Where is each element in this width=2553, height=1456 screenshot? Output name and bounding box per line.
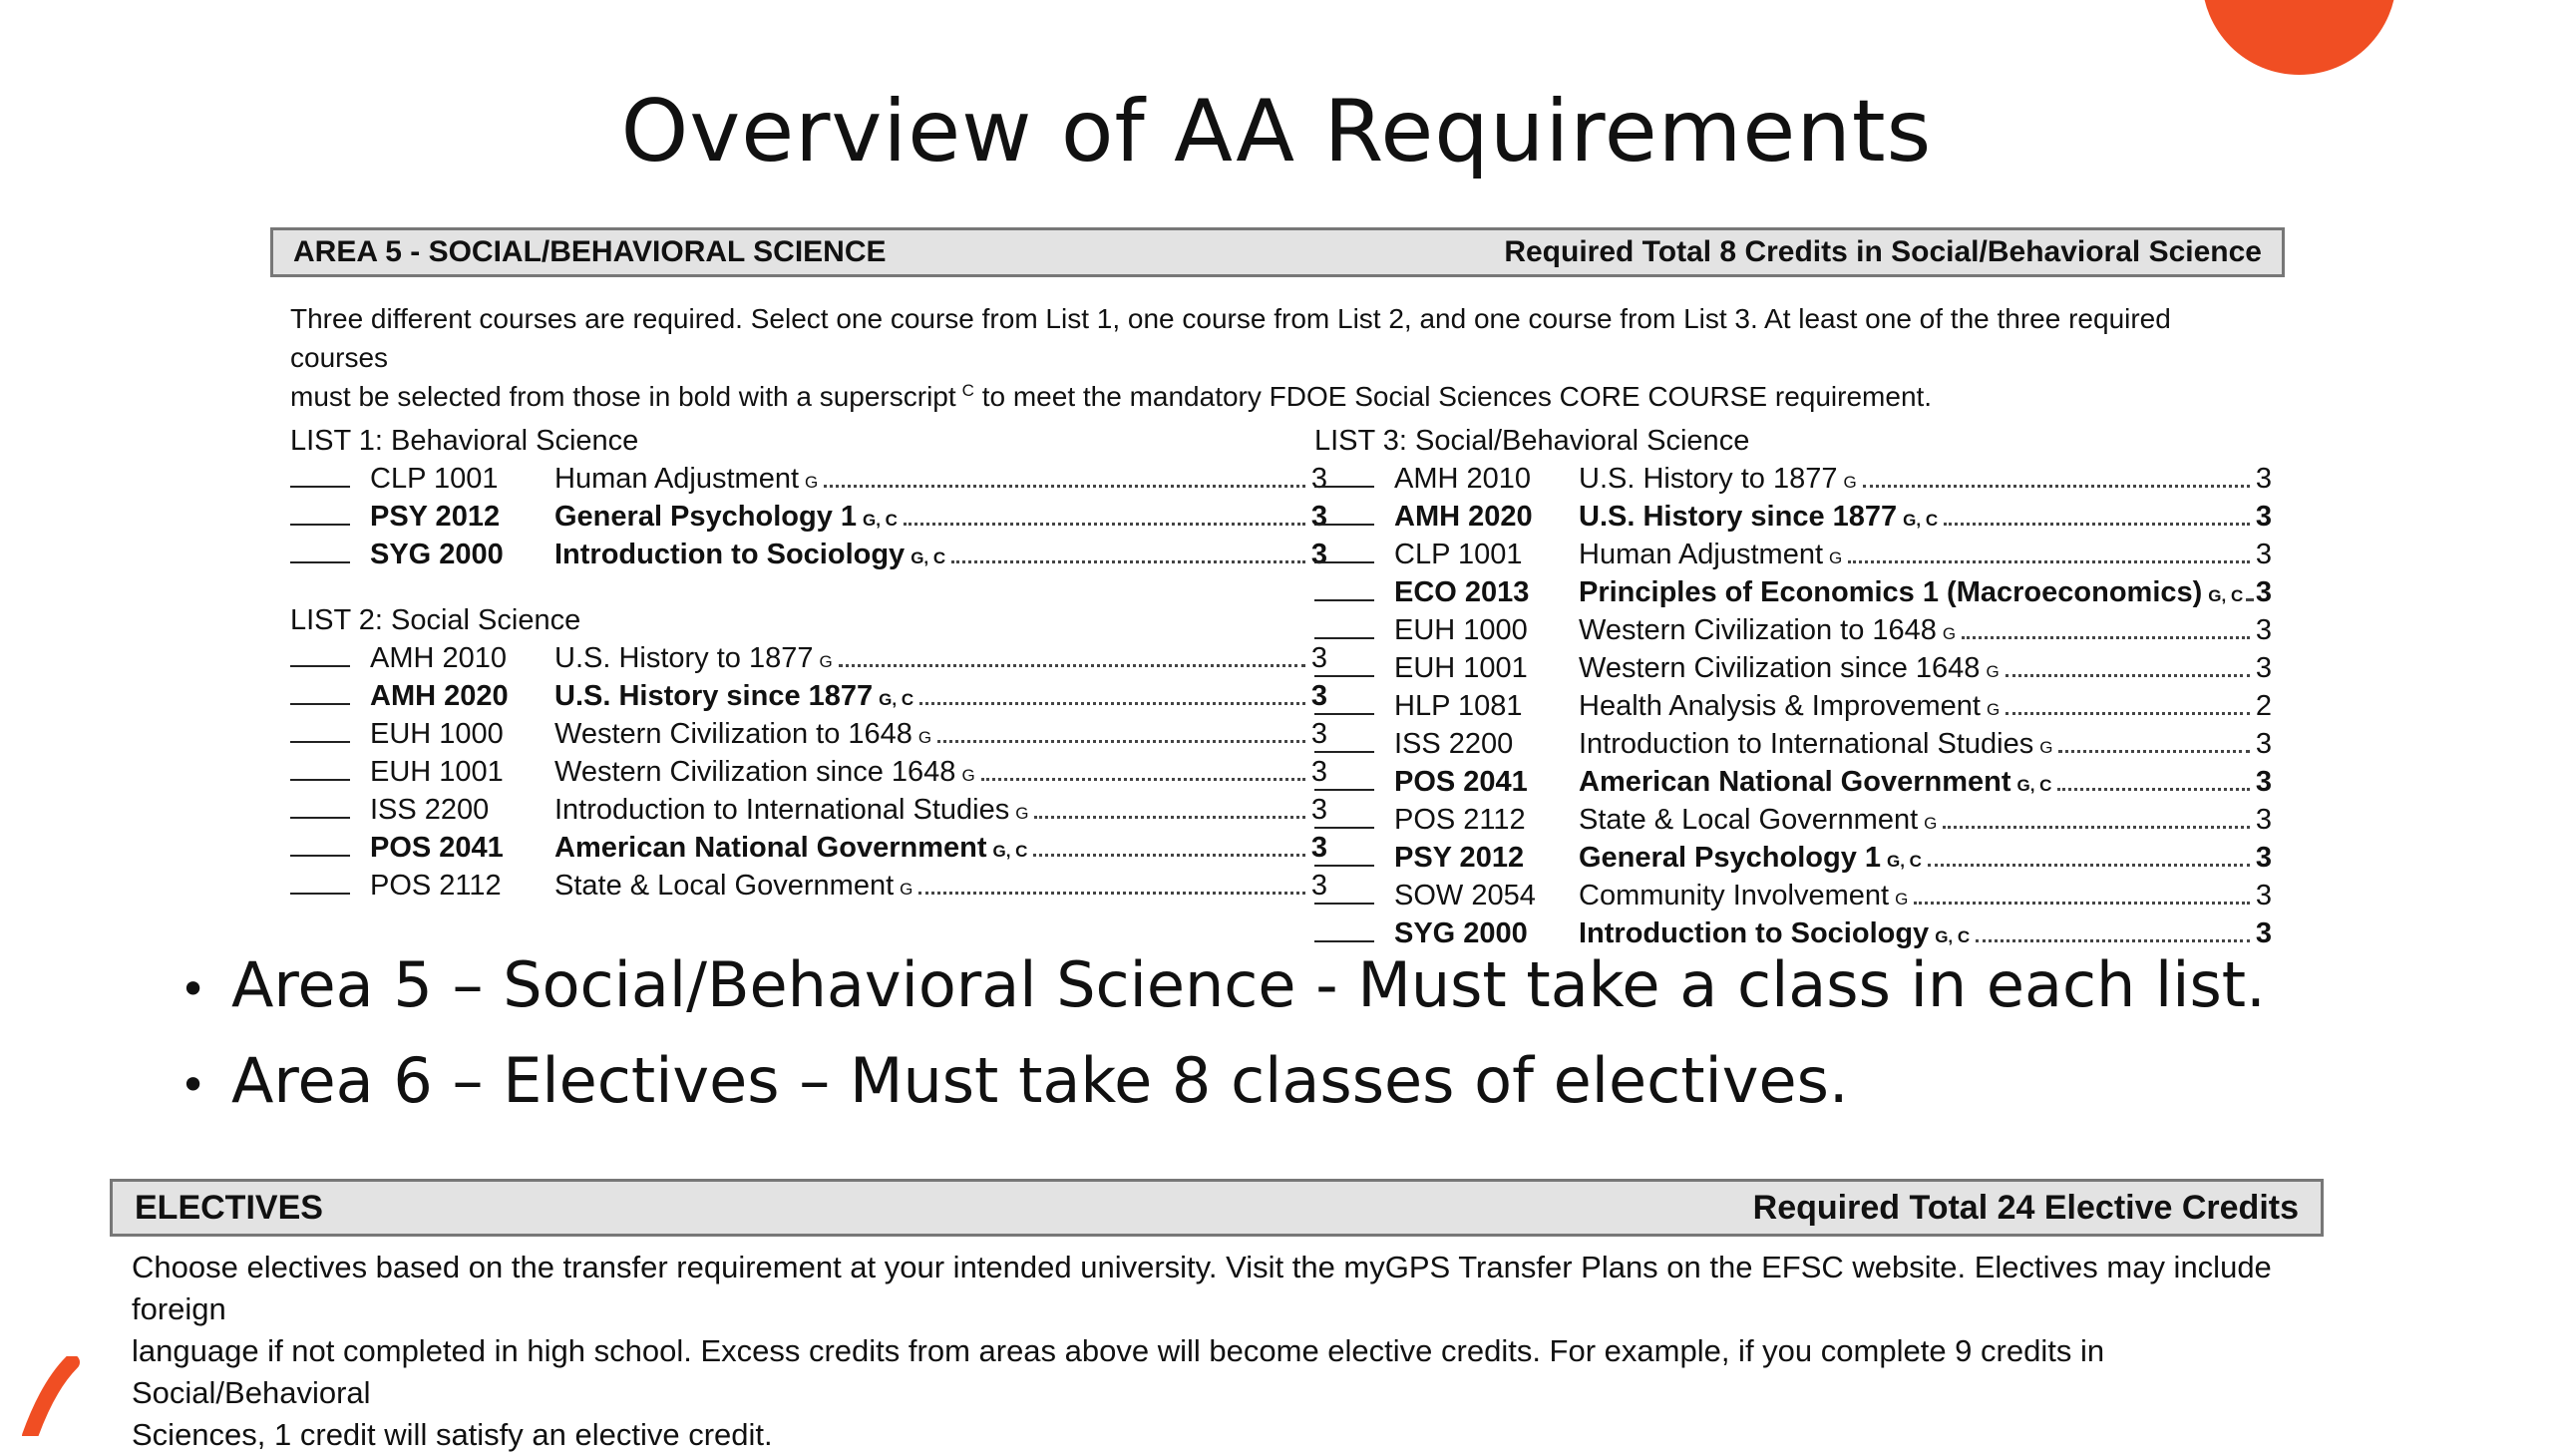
left-column [290,422,1327,905]
course-code: AMH 2010 [370,642,508,674]
course-row: EUH 1001 Western Civilization since 1648 G 3 [290,753,1327,791]
course-code: HLP 1081 [1394,690,1523,722]
course-code: EUH 1000 [1394,614,1528,646]
course-row: CLP 1001 Human Adjustment G 3 [1314,536,2272,573]
dot-leader [2249,578,2250,601]
course-credits: 3 [2255,501,2272,533]
electives-desc-line2: language if not completed in high school. Excess credits from areas above will become elective credits. For example, if you complete 9 credits in Social/Behavioral [132,1333,2105,1410]
course-row: POS 2041 American National Government G, C 3 [1314,763,2272,801]
course-row: ISS 2200 Introduction to International Studies G 3 [1314,725,2272,763]
course-credits: 3 [1310,718,1327,750]
course-lists [270,422,2285,980]
course-code: EUH 1000 [370,718,504,750]
completion-blank [1314,767,1374,791]
course-name: U.S. History since 1877 [1579,501,1898,533]
course-row: ECO 2013 Principles of Economics 1 (Macroeconomics) G, C 3 [1314,573,2272,611]
course-name: Introduction to Sociology [1579,917,1930,949]
course-credits: 3 [1310,794,1327,826]
course-name: Human Adjustment [554,463,800,495]
course-row: POS 2112 State & Local Government G 3 [290,867,1327,905]
course-credits: 3 [2255,766,2272,798]
dot-leader [1033,834,1304,857]
completion-blank [290,464,350,488]
list2-title: LIST 2: Social Science [290,604,581,636]
completion-blank [290,643,350,667]
course-code: POS 2112 [1394,804,1526,836]
dot-leader [2006,692,2250,715]
bullet-text: Area 6 – Electives – Must take 8 classes of electives. [231,1044,1849,1117]
area5-desc-line2-b: to meet the mandatory FDOE Social Sciences CORE COURSE requirement. [981,381,1933,412]
course-credits: 2 [2255,690,2272,722]
course-name: State & Local Government [1579,804,1919,836]
course-code: PSY 2012 [370,501,501,533]
course-name: Western Civilization to 1648 [554,718,912,750]
course-name: General Psychology 1 [1579,842,1882,874]
course-code: ISS 2200 [370,794,490,826]
electives-header [110,1179,2324,1237]
superscript-c: C [961,380,974,400]
course-code: EUH 1001 [1394,652,1528,684]
area5-desc-line2 [290,377,2245,416]
completion-blank [1314,691,1374,715]
course-credits: 3 [2255,539,2272,570]
completion-blank [1314,843,1374,867]
course-code: POS 2112 [370,870,502,902]
area5-description [270,277,2265,416]
course-code: POS 2041 [370,832,504,864]
course-credits: 3 [1310,501,1327,533]
area5-desc-line2-a: must be selected from those in bold with a superscript [290,381,956,412]
area5-header [270,227,2285,277]
dot-leader [2058,730,2249,753]
course-credits: 3 [2255,463,2272,495]
course-row: PSY 2012 General Psychology 1 G, C 3 [1314,839,2272,877]
completion-blank [1314,540,1374,563]
list1-title: LIST 1: Behavioral Science [290,425,639,457]
course-row: HLP 1081 Health Analysis & Improvement G 2 [1314,687,2272,725]
completion-blank [1314,615,1374,639]
course-name: American National Government [1579,766,2011,798]
course-name: Western Civilization since 1648 [554,756,956,788]
dot-leader [981,758,1305,781]
dot-leader [824,465,1305,488]
area5-header-credits: Required Total 8 Credits in Social/Behavioral Science [1504,235,2262,268]
decorative-orange-circle [2202,0,2396,75]
right-column [1314,422,2272,952]
bullet-dot-icon: • [180,1057,207,1112]
course-name: Introduction to Sociology [554,539,906,570]
dot-leader [904,503,1305,526]
course-row: EUH 1000 Western Civilization to 1648 G 3 [1314,611,2272,649]
dot-leader [839,644,1305,667]
course-name: U.S. History since 1877 [554,680,874,712]
dot-leader [951,541,1305,563]
electives-header-title: ELECTIVES [135,1188,323,1227]
course-credits: 3 [2255,917,2272,949]
dot-leader [937,720,1305,743]
dot-leader [1914,882,2250,905]
course-code: AMH 2020 [370,680,509,712]
area5-header-title: AREA 5 - SOCIAL/BEHAVIORAL SCIENCE [293,235,887,268]
completion-blank [290,795,350,819]
course-credits: 3 [2255,880,2272,911]
course-code: ECO 2013 [1394,576,1530,608]
bullet-dot-icon: • [180,961,207,1016]
electives-box [110,1179,2324,1456]
course-credits: 3 [1310,680,1327,712]
course-name: Principles of Economics 1 (Macroeconomics) [1579,576,2203,608]
course-credits: 3 [2255,842,2272,874]
course-credits: 3 [1310,642,1327,674]
course-name: Community Involvement [1579,880,1890,911]
completion-blank [290,502,350,526]
course-credits: 3 [1310,756,1327,788]
course-row: PSY 2012 General Psychology 1 G, C 3 [290,498,1327,536]
decorative-orange-stroke [0,1356,90,1436]
course-code: AMH 2010 [1394,463,1532,495]
bullet-list [180,937,2266,1129]
course-row: SOW 2054 Community Involvement G 3 [1314,877,2272,914]
completion-blank [1314,577,1374,601]
dot-leader [2057,768,2249,791]
course-credits: 3 [1310,463,1327,495]
area5-requirements-box [270,227,2285,980]
course-name: Introduction to International Studies [554,794,1010,826]
course-credits: 3 [2255,614,2272,646]
bullet-text: Area 5 – Social/Behavioral Science - Must take a class in each list. [231,948,2266,1021]
list3-title: LIST 3: Social/Behavioral Science [1314,425,1750,457]
course-code: SYG 2000 [1394,917,1528,949]
dot-leader [1848,541,2250,563]
bullet-item [180,1033,2266,1129]
dot-leader [1962,616,2250,639]
electives-desc-line3: Sciences, 1 credit will satisfy an elective credit. [132,1417,773,1452]
course-row: SYG 2000 Introduction to Sociology G, C 3 [1314,914,2272,952]
course-code: EUH 1001 [370,756,504,788]
completion-blank [1314,881,1374,905]
dot-leader [1943,806,2249,829]
course-row: POS 2041 American National Government G, C 3 [290,829,1327,867]
dot-leader [1863,465,2250,488]
dot-leader [1034,796,1304,819]
course-credits: 3 [1310,539,1327,570]
dot-leader [2006,654,2250,677]
course-row: AMH 2020 U.S. History since 1877 G, C 3 [1314,498,2272,536]
course-row: AMH 2020 U.S. History since 1877 G, C 3 [290,677,1327,715]
course-row: POS 2112 State & Local Government G 3 [1314,801,2272,839]
course-name: Human Adjustment [1579,539,1824,570]
course-credits: 3 [2255,804,2272,836]
dot-leader [1944,503,2250,526]
completion-blank [290,540,350,563]
course-row: ISS 2200 Introduction to International Studies G 3 [290,791,1327,829]
course-row: CLP 1001 Human Adjustment G 3 [290,460,1327,498]
course-name: General Psychology 1 [554,501,858,533]
course-credits: 3 [2255,728,2272,760]
dot-leader [919,682,1305,705]
completion-blank [1314,464,1374,488]
electives-desc-line1: Choose electives based on the transfer requirement at your intended university. Visit the myGPS Transfer Plans on the EFSC website. Electives may include foreign [132,1250,2272,1326]
course-name: Western Civilization since 1648 [1579,652,1981,684]
course-row: SYG 2000 Introduction to Sociology G, C 3 [290,536,1327,573]
list2-rows [290,639,1327,905]
course-code: AMH 2020 [1394,501,1533,533]
completion-blank [290,833,350,857]
course-code: POS 2041 [1394,766,1528,798]
list3-rows [1314,460,2272,952]
course-row: EUH 1001 Western Civilization since 1648 G 3 [1314,649,2272,687]
course-code: ISS 2200 [1394,728,1514,760]
course-row: EUH 1000 Western Civilization to 1648 G 3 [290,715,1327,753]
course-code: SYG 2000 [370,539,504,570]
list1-rows [290,460,1327,573]
completion-blank [1314,729,1374,753]
completion-blank [1314,502,1374,526]
course-credits: 3 [2255,576,2272,608]
completion-blank [290,681,350,705]
course-name: U.S. History to 1877 [1579,463,1838,495]
course-name: Introduction to International Studies [1579,728,2034,760]
completion-blank [1314,805,1374,829]
course-code: SOW 2054 [1394,880,1536,911]
course-credits: 3 [1310,832,1327,864]
completion-blank [290,757,350,781]
course-credits: 3 [2255,652,2272,684]
completion-blank [290,871,350,895]
course-row: AMH 2010 U.S. History to 1877 G 3 [1314,460,2272,498]
bullet-item [180,937,2266,1033]
course-name: State & Local Government [554,870,895,902]
course-name: Health Analysis & Improvement [1579,690,1981,722]
course-code: CLP 1001 [1394,539,1523,570]
electives-description [110,1237,2328,1456]
course-code: PSY 2012 [1394,842,1525,874]
completion-blank [1314,653,1374,677]
course-name: Western Civilization to 1648 [1579,614,1937,646]
area5-desc-line1: Three different courses are required. Select one course from List 1, one course from List 2, and one course from List 3. At least one of the three required courses [290,303,2171,373]
slide-title: Overview of AA Requirements [620,82,1933,182]
course-name: U.S. History to 1877 [554,642,814,674]
dot-leader [1928,844,2250,867]
course-credits: 3 [1310,870,1327,902]
dot-leader [918,872,1304,895]
completion-blank [290,719,350,743]
course-row: AMH 2010 U.S. History to 1877 G 3 [290,639,1327,677]
course-name: American National Government [554,832,987,864]
electives-header-credits: Required Total 24 Elective Credits [1752,1188,2299,1227]
course-code: CLP 1001 [370,463,499,495]
